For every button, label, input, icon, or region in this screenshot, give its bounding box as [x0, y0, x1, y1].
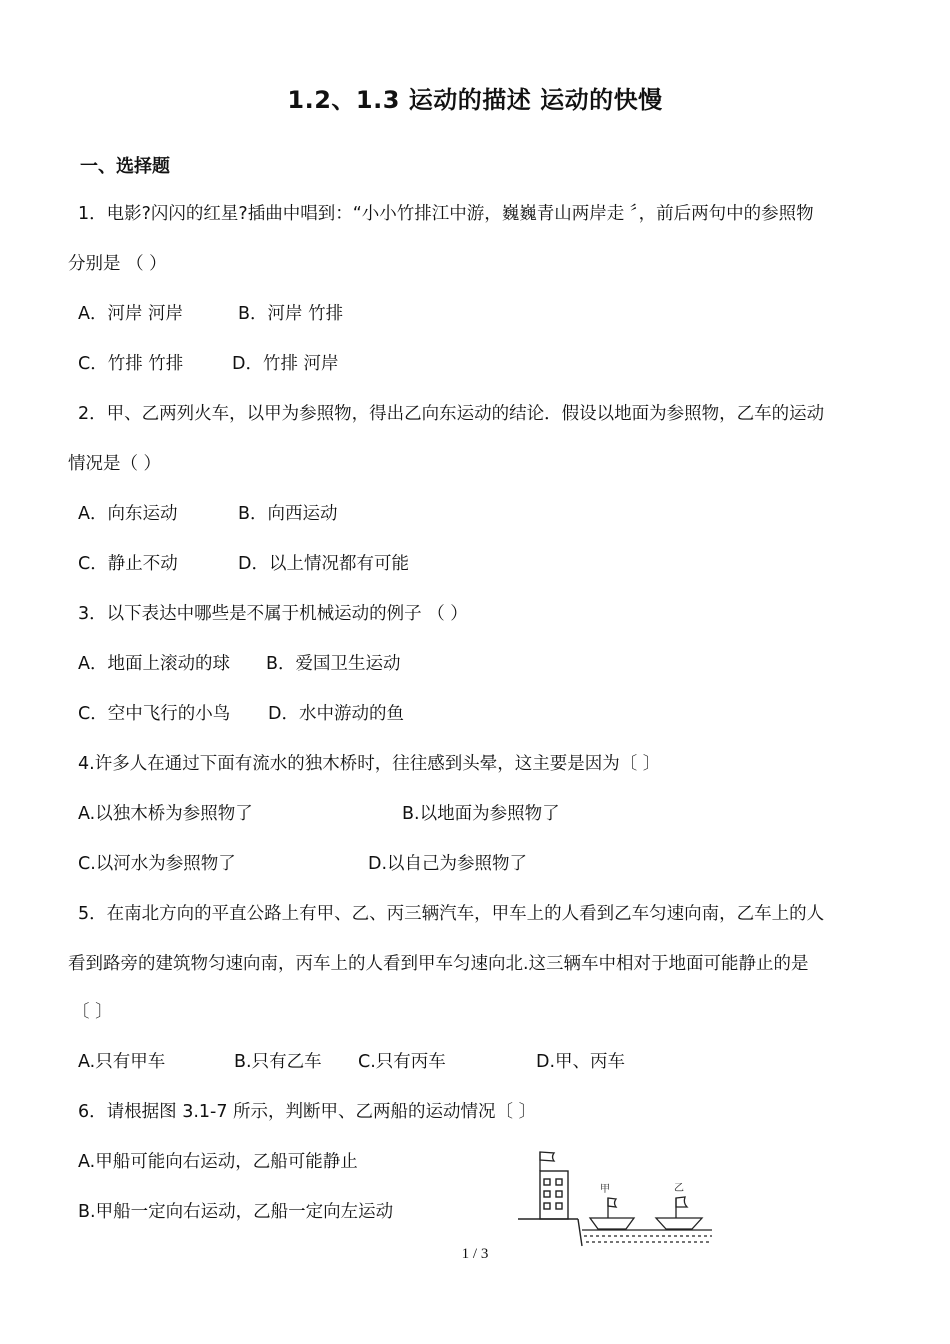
q4-stem: 4.许多人在通过下面有流水的独木桥时，往往感到头晕，这主要是因为〔 〕 — [78, 754, 661, 774]
boat-yi — [656, 1197, 702, 1229]
building — [540, 1171, 568, 1219]
q1-option-d: D．竹排 河岸 — [232, 354, 339, 374]
boats-figure — [516, 1148, 716, 1248]
q4-option-a: A.以独木桥为参照物了 — [78, 804, 253, 824]
q3-option-c: C．空中飞行的小鸟 — [78, 704, 231, 724]
q3-option-a: A．地面上滚动的球 — [78, 654, 230, 674]
boat-jia-label: 甲 — [600, 1184, 610, 1195]
q2-stem-line1: 2．甲、乙两列火车，以甲为参照物，得出乙向东运动的结论．假设以地面为参照物，乙车的运动 — [78, 404, 825, 424]
q2-option-d: D．以上情况都有可能 — [238, 554, 409, 574]
q2-option-c: C．静止不动 — [78, 554, 178, 574]
building-flag — [540, 1152, 554, 1171]
q3-option-b: B．爱国卫生运动 — [266, 654, 401, 674]
ground-line — [518, 1219, 582, 1246]
q5-stem-line2: 看到路旁的建筑物匀速向南，丙车上的人看到甲车匀速向北.这三辆车中相对于地面可能静止的是 — [68, 954, 809, 974]
q6-stem: 6．请根据图 3.1-7 所示，判断甲、乙两船的运动情况〔 〕 — [78, 1102, 537, 1122]
page-number: 1 / 3 — [461, 1246, 489, 1262]
q4-option-b: B.以地面为参照物了 — [402, 804, 560, 824]
q2-option-a: A．向东运动 — [78, 504, 178, 524]
q1-option-a: A．河岸 河岸 — [78, 304, 184, 324]
q6-option-b: B.甲船一定向右运动，乙船一定向左运动 — [78, 1202, 394, 1222]
q5-option-d: D.甲、丙车 — [536, 1052, 626, 1072]
q1-option-b: B．河岸 竹排 — [238, 304, 344, 324]
section-heading: 一、选择题 — [80, 156, 170, 177]
q2-stem-line2: 情况是（ ） — [68, 454, 162, 474]
q1-option-c: C．竹排 竹排 — [78, 354, 184, 374]
q3-option-d: D．水中游动的鱼 — [268, 704, 404, 724]
q4-option-d: D.以自己为参照物了 — [368, 854, 528, 874]
q5-option-c: C.只有丙车 — [358, 1052, 446, 1072]
q3-stem: 3．以下表达中哪些是不属于机械运动的例子 （ ） — [78, 604, 468, 624]
q5-option-a: A.只有甲车 — [78, 1052, 166, 1072]
page-title: 1.2、1.3 运动的描述 运动的快慢 — [287, 86, 663, 114]
q4-option-c: C.以河水为参照物了 — [78, 854, 236, 874]
q1-stem-line2: 分别是 （ ） — [68, 254, 167, 274]
q5-option-b: B.只有乙车 — [234, 1052, 322, 1072]
q2-option-b: B．向西运动 — [238, 504, 338, 524]
q5-stem-line1: 5．在南北方向的平直公路上有甲、乙、丙三辆汽车，甲车上的人看到乙车匀速向南，乙车上的人 — [78, 904, 825, 924]
q1-stem-line1: 1．电影?闪闪的红星?插曲中唱到：“小小竹排江中游，巍巍青山两岸走 〞，前后两句中的参照物 — [78, 204, 814, 224]
q6-option-a: A.甲船可能向右运动，乙船可能静止 — [78, 1152, 358, 1172]
q5-stem-line3: 〔 〕 — [72, 1002, 113, 1022]
boat-jia — [590, 1198, 634, 1229]
water-surface — [582, 1230, 712, 1242]
boat-yi-label: 乙 — [674, 1183, 684, 1194]
